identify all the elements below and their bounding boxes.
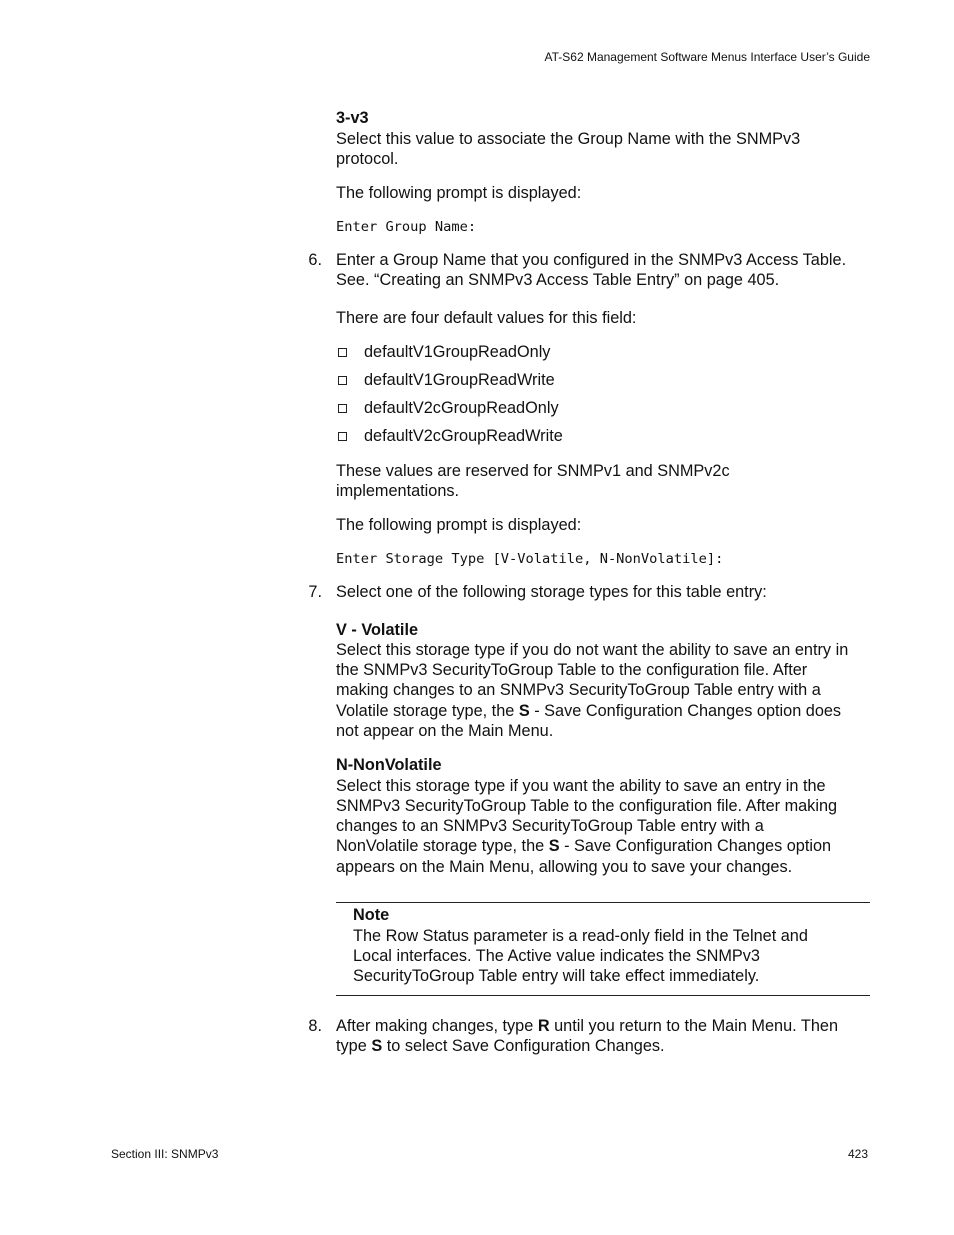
step-text-line — [336, 1016, 838, 1036]
list-item: defaultV2cGroupReadWrite — [364, 427, 563, 445]
option-text-line: Select this value to associate the Group Name with the SNMPv3 — [336, 130, 801, 148]
text-run: type — [336, 1037, 372, 1055]
checkbox-bullet-icon — [338, 432, 347, 441]
step-text-line: Enter a Group Name that you configured in the SNMPv3 Access Table. — [336, 251, 847, 269]
footer-section: Section III: SNMPv3 — [111, 1147, 219, 1161]
key-letter: R — [537, 1017, 550, 1035]
text-run: NonVolatile storage type, the — [336, 837, 549, 855]
option-text-line — [336, 701, 841, 721]
prompt-code: Enter Storage Type [V-Volatile, N-NonVolatile]: — [336, 551, 724, 567]
option-text-line: not appear on the Main Menu. — [336, 722, 554, 740]
key-letter: S — [371, 1037, 383, 1055]
text-run: Volatile storage type, the — [336, 702, 519, 720]
list-item: defaultV2cGroupReadOnly — [364, 399, 559, 417]
step-number: 8. — [308, 1017, 322, 1035]
step-text-line: See. “Creating an SNMPv3 Access Table Entry” on page 405. — [336, 271, 780, 289]
option-heading-v3: 3-v3 — [336, 109, 369, 127]
text-run: - Save Configuration Changes option does — [529, 702, 842, 720]
prompt-intro: The following prompt is displayed: — [336, 184, 582, 202]
prompt-intro: The following prompt is displayed: — [336, 516, 582, 534]
running-header: AT-S62 Management Software Menus Interface User’s Guide — [544, 50, 870, 64]
reserved-text-line: implementations. — [336, 482, 460, 500]
option-text-line: appears on the Main Menu, allowing you to save your changes. — [336, 858, 793, 876]
reserved-text-line: These values are reserved for SNMPv1 and SNMPv2c — [336, 462, 730, 480]
note-bottom-rule — [336, 995, 870, 996]
note-text-line: The Row Status parameter is a read-only field in the Telnet and — [353, 927, 808, 945]
text-run: - Save Configuration Changes option — [559, 837, 832, 855]
page-number: 423 — [847, 1147, 868, 1161]
checkbox-bullet-icon — [338, 376, 347, 385]
list-item: defaultV1GroupReadWrite — [364, 371, 555, 389]
option-text-line: making changes to an SNMPv3 SecurityToGroup Table entry with a — [336, 681, 821, 699]
step-number: 6. — [308, 251, 322, 269]
option-text-line: the SNMPv3 SecurityToGroup Table to the configuration file. After — [336, 661, 808, 679]
text-run: After making changes, type — [336, 1017, 538, 1035]
note-text-line: Local interfaces. The Active value indicates the SNMPv3 — [353, 947, 760, 965]
option-text-line — [336, 836, 831, 856]
option-text-line: SNMPv3 SecurityToGroup Table to the configuration file. After making — [336, 797, 838, 815]
defaults-intro: There are four default values for this field: — [336, 309, 637, 327]
step-text-line: Select one of the following storage types for this table entry: — [336, 583, 767, 601]
step-number: 7. — [308, 583, 322, 601]
key-letter: S — [548, 837, 560, 855]
option-text-line: protocol. — [336, 150, 399, 168]
checkbox-bullet-icon — [338, 404, 347, 413]
note-heading: Note — [353, 906, 390, 924]
text-run: to select Save Configuration Changes. — [382, 1037, 665, 1055]
key-letter: S — [518, 702, 530, 720]
prompt-code: Enter Group Name: — [336, 219, 477, 235]
option-heading-nonvolatile: N-NonVolatile — [336, 756, 442, 774]
text-run: until you return to the Main Menu. Then — [549, 1017, 838, 1035]
option-text-line: Select this storage type if you want the ability to save an entry in the — [336, 777, 826, 795]
option-text-line: Select this storage type if you do not want the ability to save an entry in — [336, 641, 849, 659]
note-top-rule — [336, 902, 870, 903]
option-text-line: changes to an SNMPv3 SecurityToGroup Table entry with a — [336, 817, 764, 835]
step-text-line — [336, 1036, 665, 1056]
option-heading-volatile: V - Volatile — [336, 621, 419, 639]
list-item: defaultV1GroupReadOnly — [364, 343, 551, 361]
note-text-line: SecurityToGroup Table entry will take effect immediately. — [353, 967, 760, 985]
checkbox-bullet-icon — [338, 348, 347, 357]
